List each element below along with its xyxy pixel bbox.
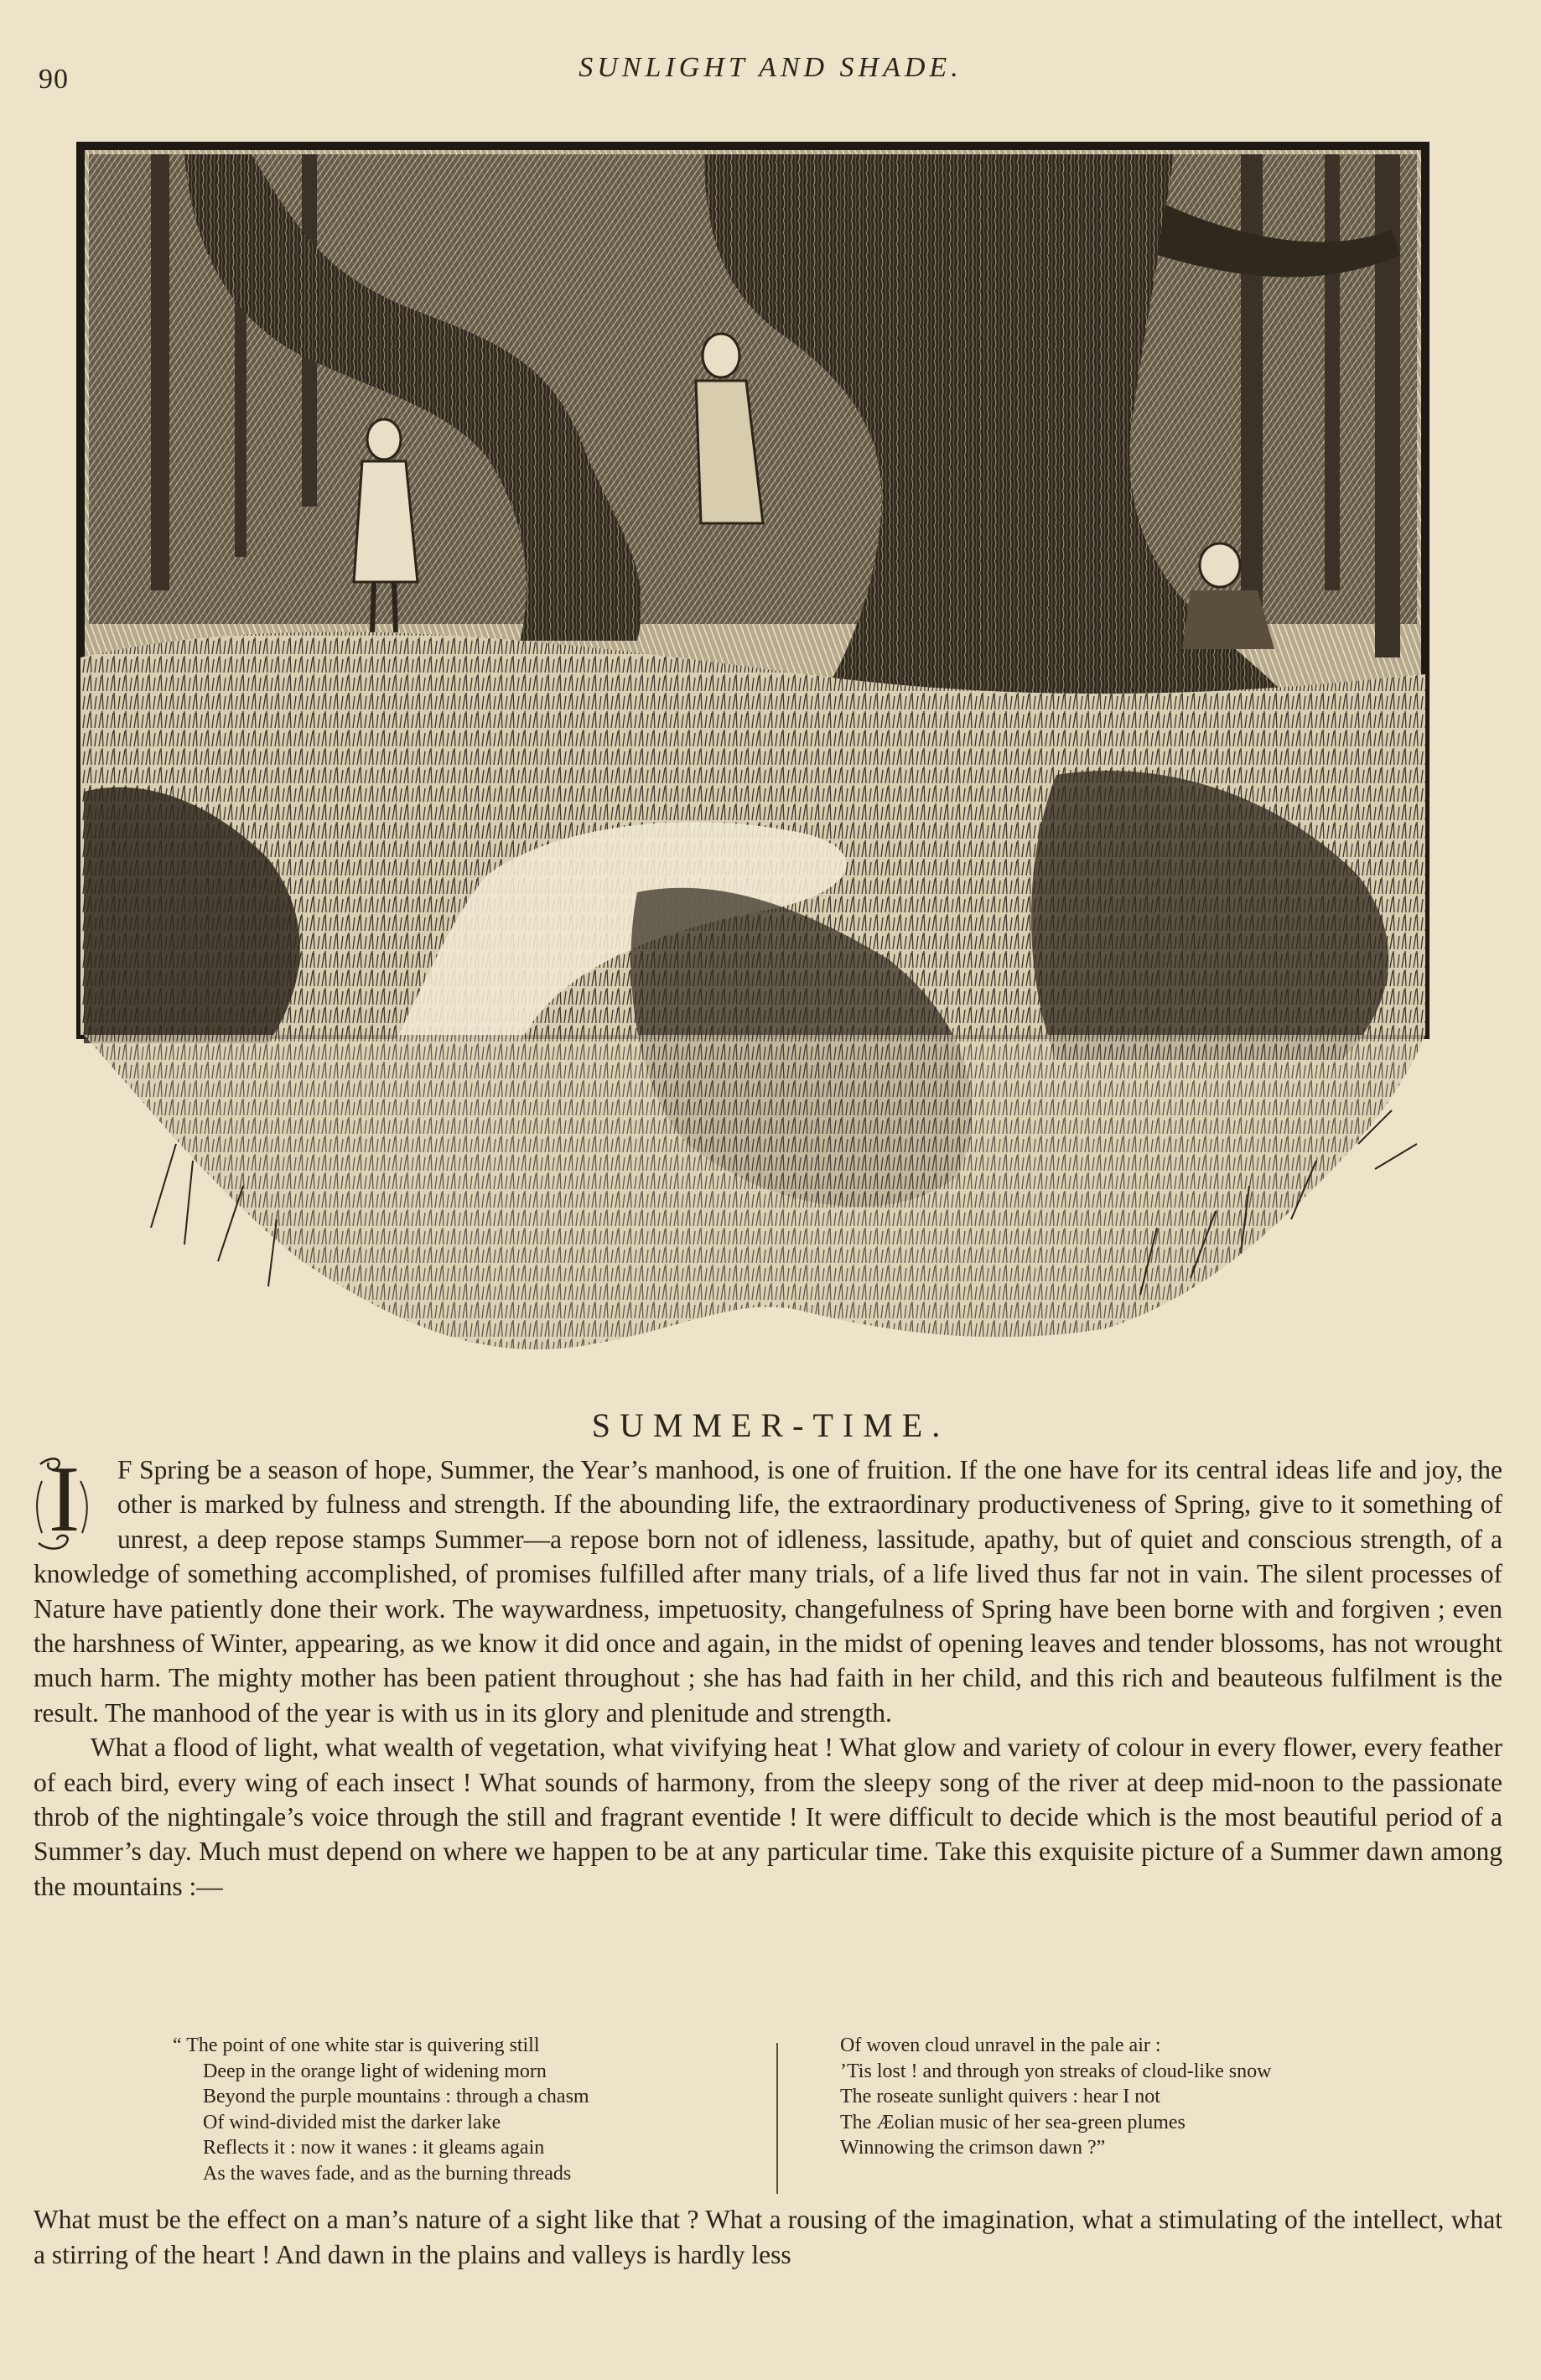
article-continuation [34,2202,1502,2273]
verse-column-left [173,2033,760,2186]
woodland-engraving-image [50,138,1467,1385]
verse-line: Reflects it : now it wanes : it gleams again [203,2137,545,2159]
paragraph-1-text: F Spring be a season of hope, Summer, the Year’s manhood, is one of fruition. If the one have for its central ideas life and joy, the other is marked by fulness and strength. If the abounding life, the extraordinary productiveness of Spring, give to it something of unrest, a deep repose stamps Summer—a repose born not of idleness, lassitude, apathy, but of quiet and conscious strength, of a knowledge of something accomplished, of promises fulfilled after many trials, of a life lived thus far not in vain. The silent processes of Nature have patiently done their work. The waywardness, impetuosity, changefulness of Spring have been borne with and forgiven ; even the harshness of Winter, appearing, as we know it did once and again, in the midst of opening leaves and tender blossoms, has not wrought much harm. The mighty mother has been patient throughout ; she has had faith in her child, and this rich and beauteous fulfilment is the result. The manhood of the year is with us in its glory and plenitude and strength. [34,1455,1502,1728]
article-title: SUMMER-TIME. [591,1406,950,1444]
running-title: SUNLIGHT AND SHADE. [579,52,962,83]
paragraph-1 [34,1447,1502,1730]
page-number: 90 [39,64,69,95]
verse-line: As the waves fade, and as the burning threads [203,2162,572,2185]
verse-line: Of wind-divided mist the darker lake [203,2111,501,2133]
paragraph-3: What must be the effect on a man’s nature of a sight like that ? What a rousing of the imagination, what a stimulating of the intellect, what a stirring of the heart ! And dawn in the plains and valleys is hardly less [34,2205,1502,2269]
paragraph-2: What a flood of light, what wealth of vegetation, what vivifying heat ! What glow and variety of colour in every flower, every feather of each bird, every wing of each insect ! What sounds of harmony, from the sleepy song of the river at deep mid-noon to the passionate throb of the nightingale’s voice through the still and fragrant eventide ! It were difficult to decide which is the most beautiful period of a Summer’s day. Much must depend on where we happen to be at any particular time. Take this exquisite picture of a Summer dawn among the mountains :— [34,1733,1502,1901]
verse-line: Of woven cloud unravel in the pale air : [840,2034,1161,2056]
verse-line: “ The point of one white star is quivering still [173,2034,540,2056]
verse-column-divider [776,2043,778,2194]
drop-cap [34,1447,106,1553]
verse-line: The Æolian music of her sea-green plumes [840,2111,1186,2133]
drop-cap-letter: I [49,1447,80,1551]
verse-quotation [173,2033,1380,2197]
article-body [34,1447,1502,1904]
verse-line: Winnowing the crimson dawn ?” [840,2137,1106,2159]
verse-line: ’Tis lost ! and through yon streaks of cloud-like snow [840,2060,1272,2082]
verse-column-right [840,2033,1377,2161]
verse-line: Deep in the orange light of widening morn [203,2060,547,2082]
verse-line: Beyond the purple mountains : through a chasm [203,2086,589,2107]
verse-line: The roseate sunlight quivers : hear I not [840,2086,1160,2107]
